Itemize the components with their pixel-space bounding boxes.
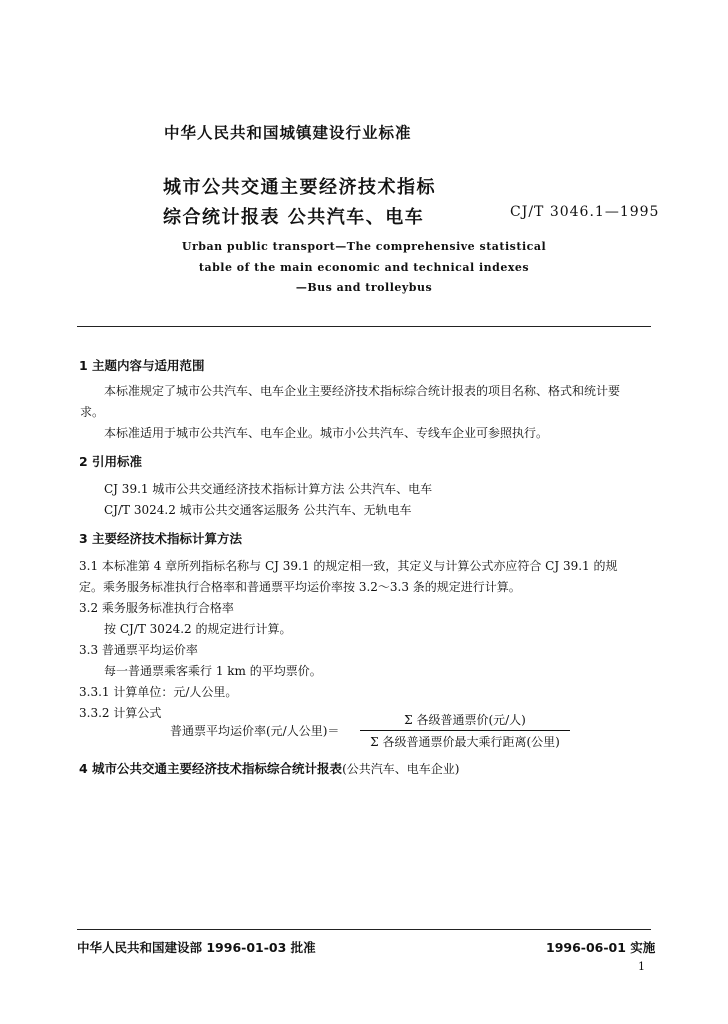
section-1-para-1: 本标准规定了城市公共汽车、电车企业主要经济技术指标综合统计报表的项目名称、格式和统计要 (104, 384, 621, 398)
section-4-heading-text: 4 城市公共交通主要经济技术指标综合统计报表 (79, 761, 343, 776)
section-2-heading: 2 引用标准 (79, 454, 143, 469)
header-divider (77, 326, 651, 327)
clause-3-1: 3.1 本标准第 4 章所列指标名称与 CJ 39.1 的规定相一致，其定义与计算公式亦应符合 CJ 39.1 的规 (79, 559, 618, 573)
clause-3-3-body: 每一普通票乘客乘行 1 km 的平均票价。 (104, 664, 322, 678)
formula-numerator: Σ 各级普通票价(元/人) (404, 713, 526, 727)
english-title-line-2: table of the main economic and technical indexes (198, 261, 530, 274)
issuing-authority: 中华人民共和国城镇建设行业标准 (164, 124, 412, 142)
section-3-heading: 3 主要经济技术指标计算方法 (79, 531, 243, 546)
title-line-2: 综合统计报表 公共汽车、电车 (163, 207, 425, 228)
section-4-heading-suffix: (公共汽车、电车企业) (342, 762, 460, 776)
reference-2: CJ/T 3024.2 城市公共交通客运服务 公共汽车、无轨电车 (104, 503, 412, 517)
fraction-bar (360, 730, 570, 731)
implementation-date: 1996-06-01 实施 (546, 940, 656, 955)
approval-date: 中华人民共和国建设部 1996-01-03 批准 (77, 940, 316, 955)
formula-lhs: 普通票平均运价率(元/人公里)＝ (170, 724, 340, 738)
reference-1: CJ 39.1 城市公共交通经济技术指标计算方法 公共汽车、电车 (104, 482, 433, 496)
clause-3-2-body: 按 CJ/T 3024.2 的规定进行计算。 (104, 622, 292, 636)
section-4-heading (79, 758, 459, 777)
page-number: 1 (638, 960, 645, 973)
english-title-line-1: Urban public transport—The comprehensive statistical (181, 240, 547, 253)
footer-divider (77, 929, 651, 930)
section-1-para-1-cont: 求。 (80, 405, 105, 419)
section-1-para-2: 本标准适用于城市公共汽车、电车企业。城市小公共汽车、专线车企业可参照执行。 (104, 426, 549, 440)
standard-code: CJ/T 3046.1—1995 (510, 204, 660, 220)
title-line-1: 城市公共交通主要经济技术指标 (163, 177, 436, 198)
clause-3-1-cont: 定。乘务服务标准执行合格率和普通票平均运价率按 3.2～3.3 条的规定进行计算。 (79, 580, 521, 594)
english-title-line-3: —Bus and trolleybus (295, 281, 433, 294)
formula-denominator: Σ 各级普通票价最大乘行距离(公里) (370, 735, 560, 749)
clause-3-3-2: 3.3.2 计算公式 (79, 706, 162, 720)
formula-fraction (360, 711, 570, 750)
section-1-heading: 1 主题内容与适用范围 (79, 358, 205, 373)
clause-3-3-heading: 3.3 普通票平均运价率 (79, 643, 198, 657)
clause-3-3-1: 3.3.1 计算单位：元/人公里。 (79, 685, 238, 699)
clause-3-2-heading: 3.2 乘务服务标准执行合格率 (79, 601, 234, 615)
